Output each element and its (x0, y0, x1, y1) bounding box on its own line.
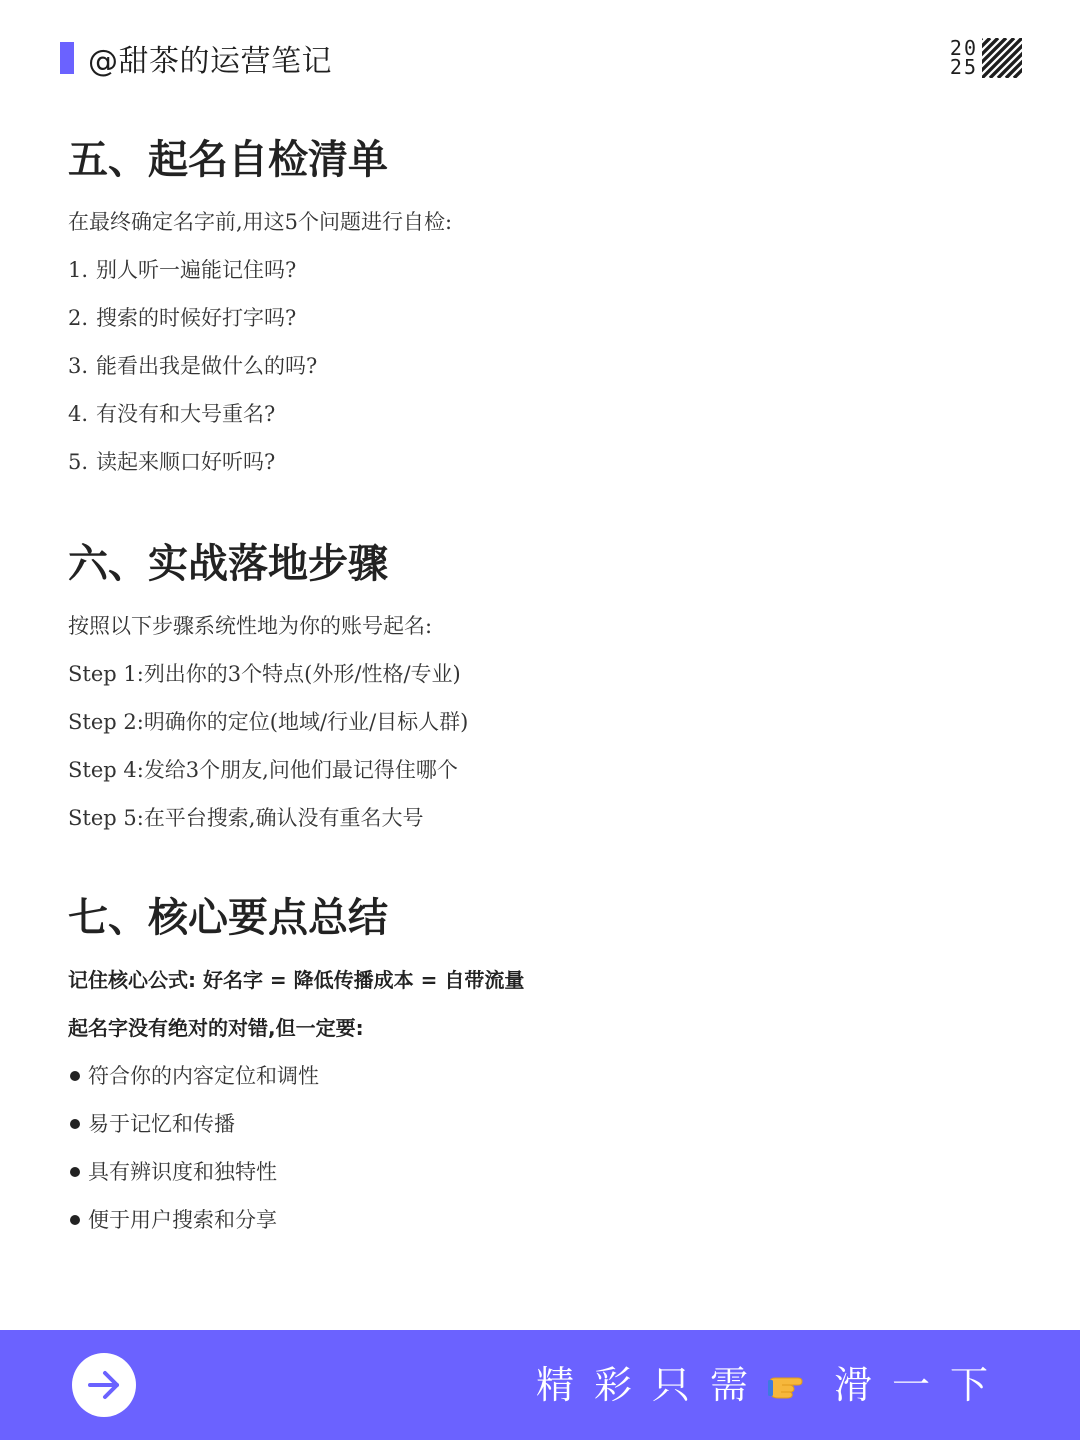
swipe-text-before: 精彩只需 (535, 1363, 768, 1407)
list-item (68, 1206, 1018, 1234)
bullet-text: 便于用户搜索和分享 (88, 1208, 277, 1232)
step-text: 发给3个朋友,问他们最记得住哪个 (143, 758, 458, 782)
item-text: 有没有和大号重名? (96, 402, 276, 426)
year-bottom: 25 (949, 55, 978, 79)
core-formula: 记住核心公式: 好名字 = 降低传播成本 = 自带流量 (68, 968, 525, 992)
section-intro: 在最终确定名字前,用这5个问题进行自检: (68, 210, 453, 234)
bullet-dot-icon (70, 1119, 80, 1129)
step-label: Step 5: (68, 806, 144, 830)
item-number: 5. (68, 450, 89, 474)
year-digits (949, 36, 978, 79)
bullet-dot-icon (70, 1215, 80, 1225)
item-text: 读起来顺口好听吗? (96, 450, 276, 474)
item-number: 4. (68, 402, 89, 426)
arrow-right-icon (84, 1365, 124, 1405)
list-item (68, 304, 1018, 332)
step-text: 明确你的定位(地域/行业/目标人群) (143, 710, 469, 734)
bullet-text: 符合你的内容定位和调性 (88, 1064, 319, 1088)
diagonal-stripes-icon (982, 38, 1022, 78)
bullet-text: 易于记忆和传播 (88, 1112, 235, 1136)
step-label: Step 4: (68, 758, 144, 782)
year-badge (950, 38, 1022, 78)
swipe-text-after: 滑一下 (833, 1363, 1008, 1407)
item-text: 能看出我是做什么的吗? (96, 354, 318, 378)
step-label: Step 2: (68, 710, 144, 734)
bullet-dot-icon (70, 1071, 80, 1081)
list-item (68, 400, 1018, 428)
list-item (68, 1062, 1018, 1090)
next-page-button[interactable] (72, 1353, 136, 1417)
list-item (68, 756, 1018, 784)
list-item (68, 804, 1018, 832)
section-self-check (68, 130, 1018, 476)
summary-note: 起名字没有绝对的对错,但一定要: (68, 1016, 364, 1040)
item-number: 1. (68, 258, 89, 282)
year-top: 20 (949, 36, 978, 60)
accent-bar (60, 42, 74, 74)
item-number: 2. (68, 306, 89, 330)
section-summary (68, 888, 1018, 1234)
section-title: 六、实战落地步骤 (68, 541, 388, 587)
bullet-text: 具有辨识度和独特性 (88, 1160, 277, 1184)
item-text: 别人听一遍能记住吗? (96, 258, 297, 282)
item-number: 3. (68, 354, 89, 378)
list-item (68, 1110, 1018, 1138)
list-item (68, 1158, 1018, 1186)
header (60, 38, 332, 78)
step-text: 在平台搜索,确认没有重名大号 (143, 806, 424, 830)
list-item (68, 660, 1018, 688)
step-label: Step 1: (68, 662, 144, 686)
item-text: 搜索的时候好打字吗? (96, 306, 297, 330)
checklist (68, 256, 1018, 476)
list-item (68, 256, 1018, 284)
pointing-hand-icon (768, 1370, 812, 1400)
section-title: 七、核心要点总结 (68, 895, 388, 941)
bullet-dot-icon (70, 1167, 80, 1177)
step-text: 列出你的3个特点(外形/性格/专业) (143, 662, 461, 686)
footer-banner (0, 1330, 1080, 1440)
list-item (68, 448, 1018, 476)
steps-list (68, 660, 1018, 832)
list-item (68, 352, 1018, 380)
list-item (68, 708, 1018, 736)
bullet-list (68, 1062, 1018, 1234)
section-title: 五、起名自检清单 (68, 137, 388, 183)
swipe-prompt (536, 1360, 1008, 1410)
account-name: @甜茶的运营笔记 (88, 44, 332, 79)
section-intro: 按照以下步骤系统性地为你的账号起名: (68, 614, 433, 638)
section-steps (68, 534, 1018, 832)
content (68, 130, 1018, 1234)
